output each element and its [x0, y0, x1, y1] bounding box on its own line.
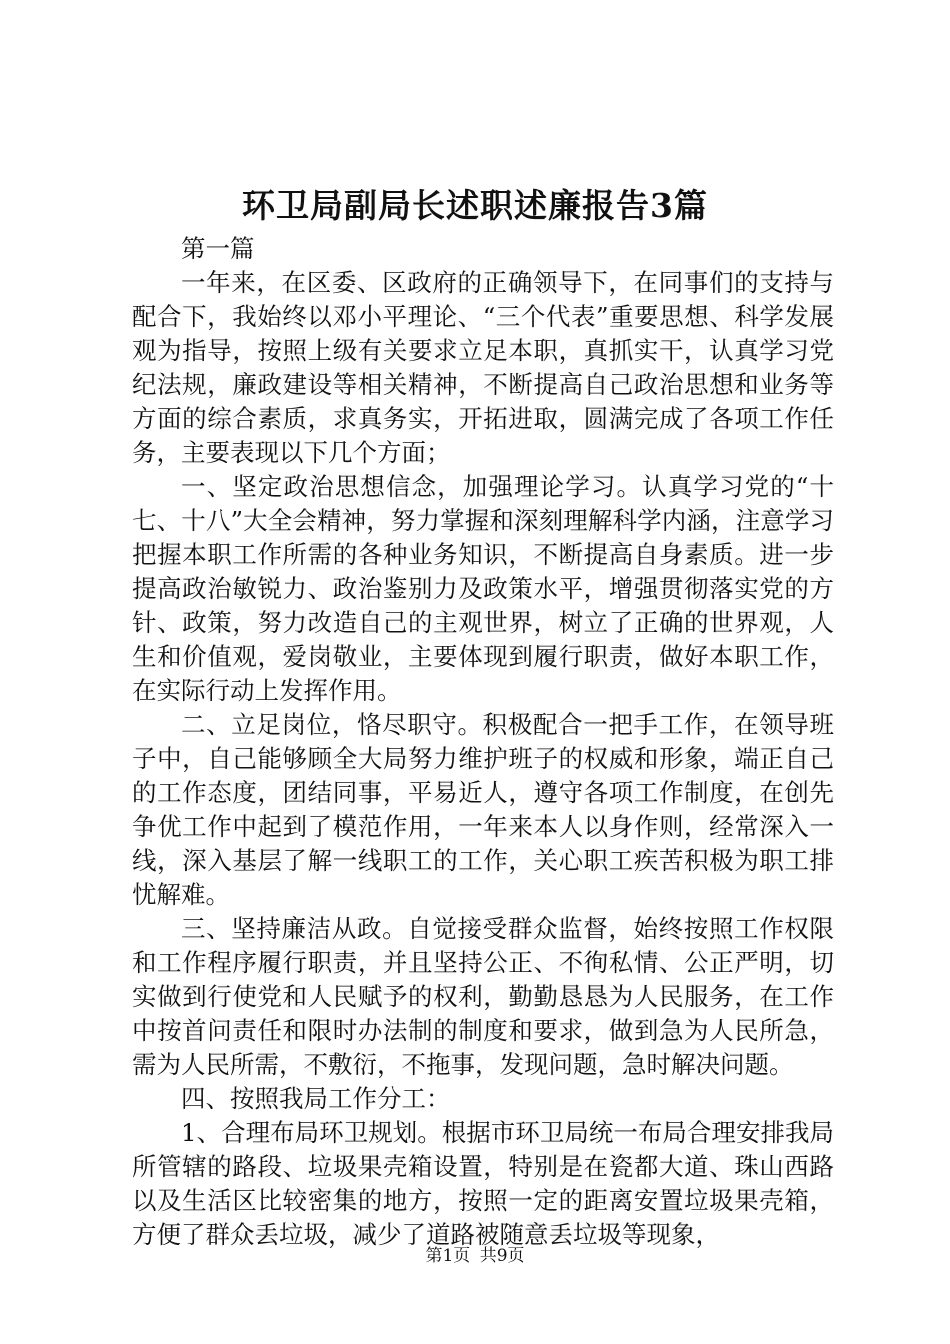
total-pages: 共9页: [479, 1246, 525, 1266]
paragraph: 四、按照我局工作分工：: [181, 1084, 451, 1113]
paragraph: 二、立足岗位，恪尽职守。积极配合一把手工作，在领导班子中，自己能够顾全大局努力维护班子的权威和形象，端正自己的工作态度，团结同事，平易近人，遵守各项工作制度，在创先争优工作中起到了模范作用，一年来本人以身作则，经常深入一线，深入基层了解一线职工的工作，关心职工疾苦积极为职工排忧解难。: [132, 710, 834, 909]
paragraph: 一年来，在区委、区政府的正确领导下，在同事们的支持与配合下，我始终以邓小平理论、“三个代表”重要思想、科学发展观为指导，按照上级有关要求立足本职，真抓实干，认真学习党纪法规，廉政建设等相关精神，不断提高自己政治思想和业务等方面的综合素质，求真务实，开拓进取，圆满完成了各项工作任务，主要表现以下几个方面；: [132, 268, 834, 467]
paragraph: 一、坚定政治思想信念，加强理论学习。认真学习党的“十七、十八”大全会精神，努力掌握和深刻理解科学内涵，注意学习把握本职工作所需的各种业务知识，不断提高自身素质。进一步提高政治敏锐力、政治鉴别力及政策水平，增强贯彻落实党的方针、政策，努力改造自己的主观世界，树立了正确的世界观，人生和价值观，爱岗敬业，主要体现到履行职责，做好本职工作，在实际行动上发挥作用。: [132, 472, 834, 705]
document-body: [132, 232, 834, 1252]
page-footer: [0, 1245, 950, 1267]
paragraph: 1、合理布局环卫规划。根据市环卫局统一布局合理安排我局所管辖的路段、垃圾果壳箱设置，特别是在瓷都大道、珠山西路以及生活区比较密集的地方，按照一定的距离安置垃圾果壳箱，方便了群众丢垃圾，减少了道路被随意丢垃圾等现象，: [132, 1118, 834, 1249]
paragraph: 三、坚持廉洁从政。自觉接受群众监督，始终按照工作权限和工作程序履行职责，并且坚持公正、不徇私情、公正严明，切实做到行使党和人民赋予的权利，勤勤恳恳为人民服务，在工作中按首问责任和限时办法制的制度和要求，做到急为人民所急，需为人民所需，不敷衍，不拖事，发现问题，急时解决问题。: [132, 914, 834, 1079]
page-number: 第1页: [425, 1246, 471, 1266]
document-title: 环卫局副局长述职述廉报告3篇: [242, 186, 708, 225]
section-heading: 第一篇: [181, 234, 255, 263]
